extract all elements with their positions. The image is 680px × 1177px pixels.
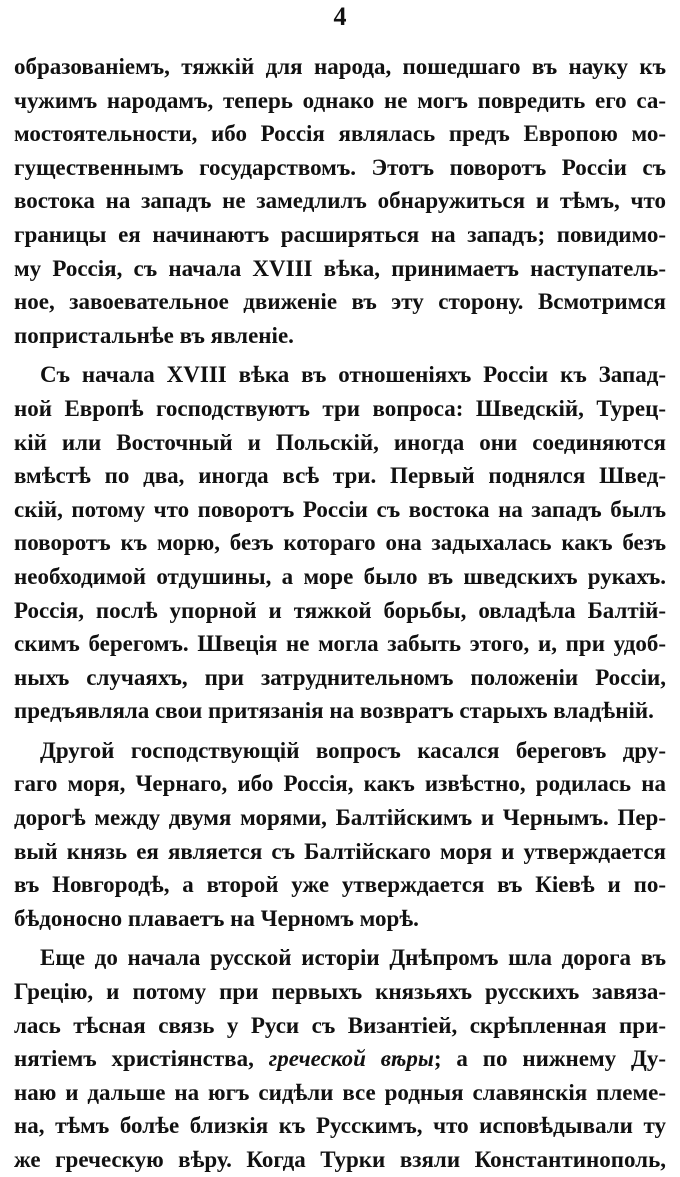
text-line: Грецію, и потому при первыхъ князьяхъ русскихъ завяза- xyxy=(14,979,666,1005)
text-line: ныхъ случаяхъ, при затруднительномъ положеніи Россіи, xyxy=(14,664,666,690)
text-line: нятіемъ христіянства, греческой вѣры; а по нижнему Ду- xyxy=(14,1046,666,1072)
text-line: ной Европѣ господствуютъ три вопроса: Шведскій, Турец- xyxy=(14,395,666,421)
text-line: бѣдоносно плаваетъ на Черномъ морѣ. xyxy=(14,905,419,931)
body-text xyxy=(14,50,666,1177)
text-line: попристальнѣе въ явленіе. xyxy=(14,322,294,348)
text-line: чужимъ народамъ, теперь однако не могъ повредить его са- xyxy=(14,87,666,113)
text-line: вый князь ея является съ Балтійскаго моря и утверждается xyxy=(14,838,666,864)
text-line: гущественнымъ государствомъ. Этотъ поворотъ Россіи съ xyxy=(14,154,666,180)
text-line: же греческую вѣру. Когда Турки взяли Константинополь, xyxy=(14,1147,666,1172)
text-line: гаго моря, Чернаго, ибо Россія, какъ извѣстно, родилась на xyxy=(14,771,666,797)
text-line: Россія, послѣ упорной и тяжкой борьбы, овладѣла Балтій- xyxy=(14,597,666,623)
text-line: поворотъ къ морю, безъ котораго она задыхалась какъ безъ xyxy=(14,530,666,556)
page-number: 4 xyxy=(333,2,347,31)
text-line: скимъ берегомъ. Швеція не могла забыть этого, и, при удоб- xyxy=(14,631,666,657)
text-line: дорогѣ между двумя морями, Балтійскимъ и Чернымъ. Пер- xyxy=(14,805,666,831)
text-line: кій или Восточный и Польскій, иногда они соединяются xyxy=(14,429,666,455)
text-line: востока на западъ не замедлилъ обнаружиться и тѣмъ, что xyxy=(14,188,666,214)
text-line: Другой господствующій вопросъ касался береговъ дру- xyxy=(40,737,666,763)
text-line: Съ начала XVIII вѣка въ отношеніяхъ Россіи къ Запад- xyxy=(40,362,666,388)
text-line: лась тѣсная связь у Руси съ Византіей, скрѣпленная при- xyxy=(14,1012,666,1038)
text-line: вмѣстѣ по два, иногда всѣ три. Первый поднялся Швед- xyxy=(14,463,666,489)
text-line: мостоятельности, ибо Россія являлась предъ Европою мо- xyxy=(14,121,666,147)
text-line: Еще до начала русской исторіи Днѣпромъ шла дорога въ xyxy=(40,945,666,971)
text-line: въ Новгородѣ, а второй уже утверждается въ Кіевѣ и по- xyxy=(14,872,666,898)
text-line: му Россія, съ начала XVIII вѣка, принимаетъ наступатель- xyxy=(14,255,666,281)
text-line: наю и дальше на югъ сидѣли все родныя славянскія племе- xyxy=(14,1079,666,1105)
paragraph xyxy=(14,734,666,936)
text-line: образованіемъ, тяжкій для народа, пошедшаго въ науку къ xyxy=(14,54,666,79)
text-line: предъявляла свои притязанія на возвратъ старыхъ владѣній. xyxy=(14,698,654,724)
text-line: скій, потому что поворотъ Россіи съ востока на западъ былъ xyxy=(14,496,666,522)
paragraph xyxy=(14,50,666,352)
text-line: границы ея начинаютъ расширяться на западъ; повидимо- xyxy=(14,221,666,247)
text-line: ное, завоевательное движеніе въ эту сторону. Всмотримся xyxy=(14,289,666,315)
paragraph xyxy=(14,358,666,728)
paragraph xyxy=(14,941,666,1176)
emphasized-text: греческой вѣры xyxy=(268,1046,434,1072)
text-line: необходимой отдушины, а море было въ шведскихъ рукахъ. xyxy=(14,563,666,589)
text-line: на, тѣмъ болѣе близкія къ Русскимъ, что исповѣдывали ту xyxy=(14,1113,666,1139)
